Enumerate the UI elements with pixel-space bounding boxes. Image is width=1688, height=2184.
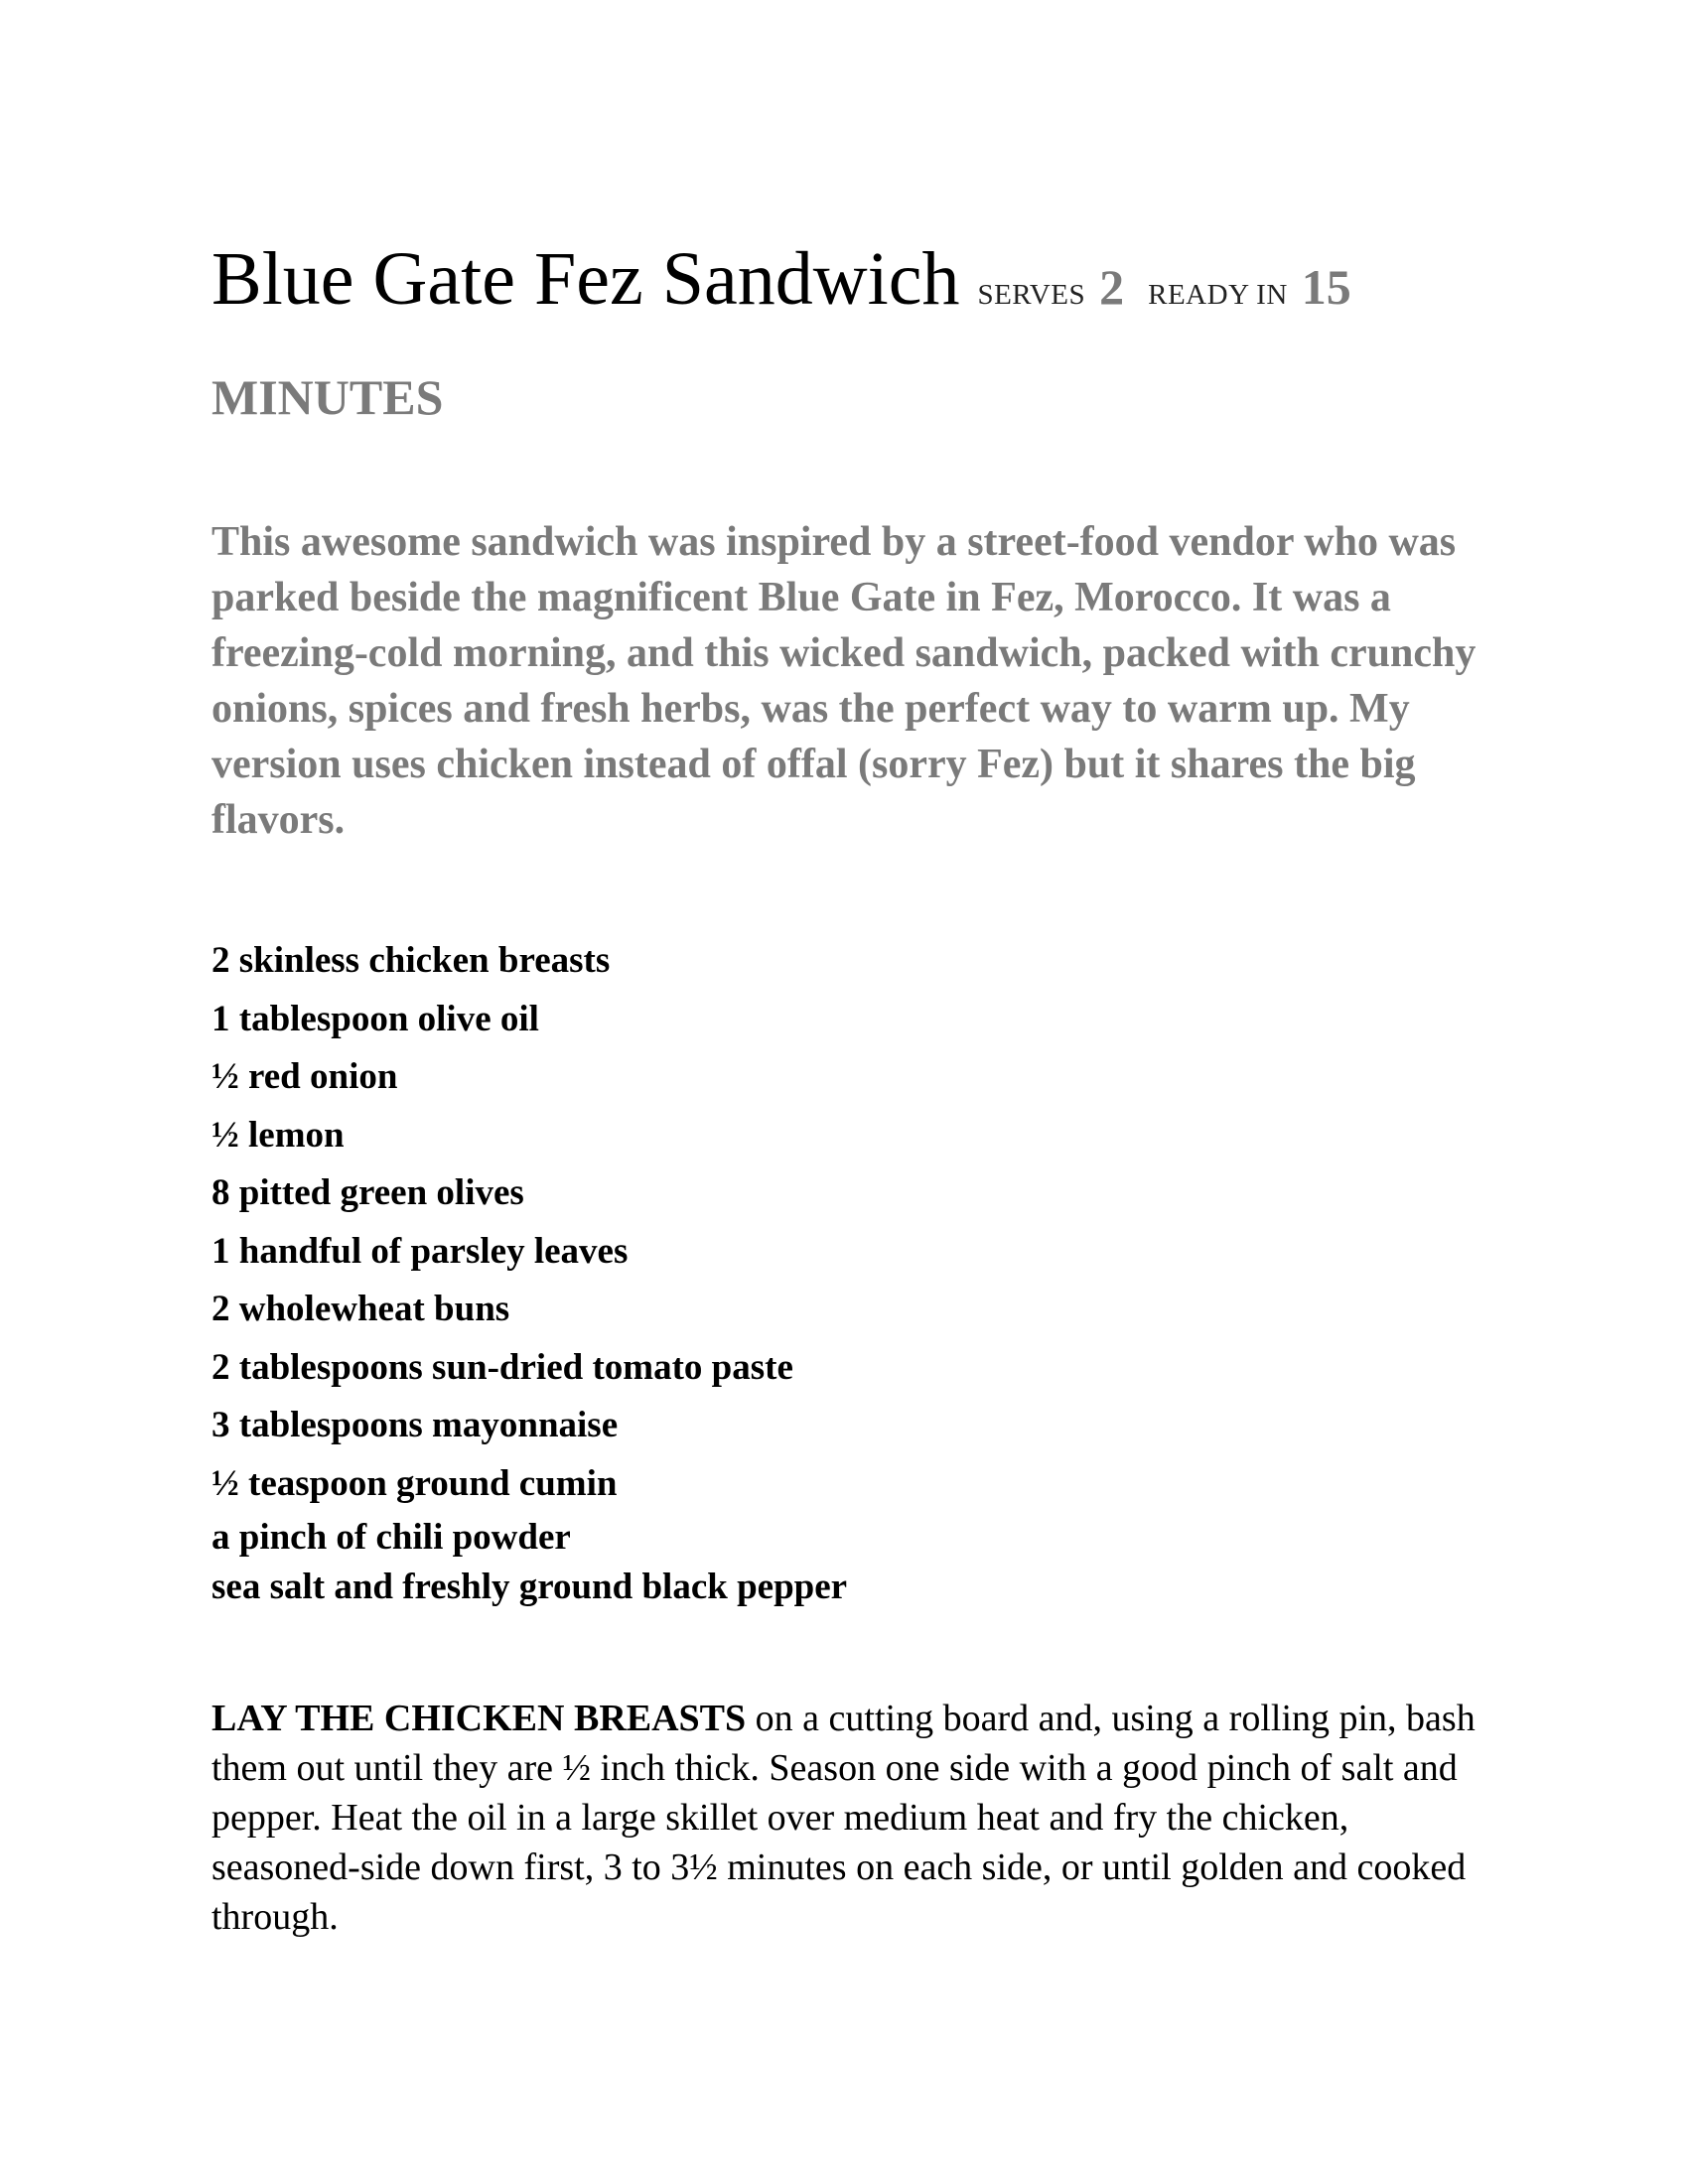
serves-value: 2 xyxy=(1099,259,1125,315)
recipe-header xyxy=(211,230,1492,459)
method-step-lead: LAY THE CHICKEN BREASTS xyxy=(211,1698,747,1739)
method-step xyxy=(211,1694,1502,1942)
ready-in-label: READY IN xyxy=(1148,279,1288,311)
ingredient-item: sea salt and freshly ground black pepper xyxy=(211,1567,848,1607)
ready-in-value: 15 xyxy=(1301,259,1351,315)
ingredient-item: a pinch of chili powder xyxy=(211,1517,571,1558)
ingredient-list xyxy=(211,932,847,1612)
ingredient-item: 2 wholewheat buns xyxy=(211,1289,510,1329)
ingredient-item: 1 handful of parsley leaves xyxy=(211,1230,629,1272)
recipe-intro: This awesome sandwich was inspired by a street-food vendor who was parked beside the magnificent Blue Gate in Fez, Morocco. It was a freezing-cold morning, and this wicked sandwich, packed with crunchy onions, spices and fresh herbs, was the perfect way to warm up. My version uses chicken instead of offal (sorry Fez) but it shares the big flavors. xyxy=(211,519,1477,843)
method-step-text: on a cutting board and, using a rolling pin, bash them out until they are ½ inch thick. Season one side with a good pinch of salt and pepper. Heat the oil in a large skillet over medium heat and fry the chicken, seasoned-side down first, 3 to 3½ minutes on each side, or until golden and cooked through. xyxy=(211,1698,1476,1938)
ingredient-item: 2 tablespoons sun-dried tomato paste xyxy=(211,1346,793,1388)
recipe-title: Blue Gate Fez Sandwich xyxy=(211,237,960,321)
ingredient-item: 1 tablespoon olive oil xyxy=(211,998,539,1039)
ingredient-item: 2 skinless chicken breasts xyxy=(211,940,611,981)
ingredient-item: 8 pitted green olives xyxy=(211,1172,524,1213)
ingredient-item: 3 tablespoons mayonnaise xyxy=(211,1405,619,1445)
ready-in-unit: MINUTES xyxy=(211,369,444,425)
ingredient-item: ½ red onion xyxy=(211,1056,398,1097)
serves-label: SERVES xyxy=(977,279,1086,311)
ingredient-item: ½ lemon xyxy=(211,1114,345,1156)
ingredient-item: ½ teaspoon ground cumin xyxy=(211,1462,618,1504)
